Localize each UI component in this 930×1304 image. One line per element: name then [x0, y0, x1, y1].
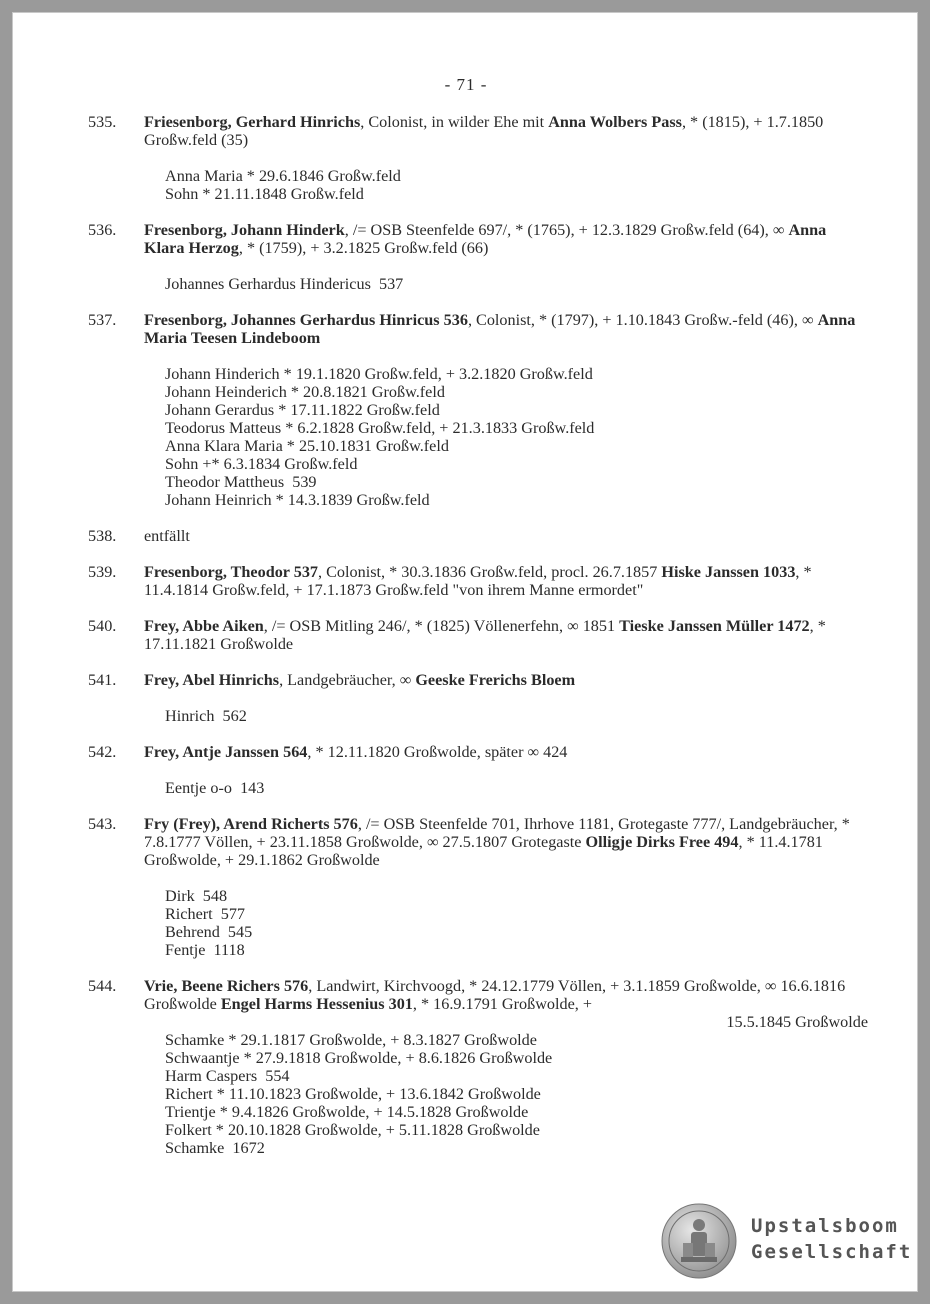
child-item: Harm Caspers 554	[165, 1067, 290, 1085]
person-name: Engel Harms Hessenius 301	[220, 995, 413, 1013]
entry-text	[144, 527, 868, 545]
child-item: Trientje * 9.4.1826 Großwolde, + 14.5.1828 Großwolde	[165, 1103, 529, 1121]
genealogy-entry	[88, 221, 868, 293]
child-item: Behrend 545	[165, 923, 253, 941]
child-item: Schamke * 29.1.1817 Großwolde, + 8.3.1827 Großwolde	[165, 1031, 537, 1049]
person-name: Fresenborg, Theodor 537	[144, 563, 319, 581]
entry-body	[144, 311, 868, 509]
person-name: Anna Klara Herzog	[144, 221, 827, 257]
child-item: Sohn +* 6.3.1834 Großw.feld	[165, 455, 358, 473]
entry-number: 542.	[88, 743, 117, 761]
child-item: Richert 577	[165, 905, 246, 923]
entry-number: 535.	[88, 113, 117, 131]
person-name: Anna Wolbers Pass	[548, 113, 682, 131]
entry-text	[144, 671, 868, 689]
person-name: Frey, Abbe Aiken	[144, 617, 264, 635]
logo-line-2: Gesellschaft	[751, 1241, 913, 1263]
child-item: Johann Gerardus * 17.11.1822 Großw.feld	[165, 401, 440, 419]
genealogy-entry	[88, 671, 868, 725]
child-item: Folkert * 20.10.1828 Großwolde, + 5.11.1828 Großwolde	[165, 1121, 540, 1139]
entry-body	[144, 617, 868, 653]
person-name: Frey, Antje Janssen 564	[144, 743, 308, 761]
children-list	[165, 275, 868, 293]
logo-line-1: Upstalsboom	[751, 1215, 899, 1237]
entry-text	[144, 221, 868, 257]
entry-text	[144, 977, 868, 1013]
entry-detail: , Colonist, * (1797), + 1.10.1843 Großw.-feld (46), ∞	[467, 311, 818, 329]
children-list	[165, 707, 868, 725]
entry-number: 544.	[88, 977, 117, 995]
society-logo	[661, 1203, 921, 1283]
entry-number: 538.	[88, 527, 117, 545]
entry-detail: , * 16.9.1791 Großwolde, +	[412, 995, 592, 1013]
entry-body	[144, 743, 868, 797]
children-list	[165, 1031, 868, 1157]
person-name: Fresenborg, Johann Hinderk	[144, 221, 345, 239]
person-name: Tieske Janssen Müller 1472	[619, 617, 810, 635]
entry-detail: , * 11.4.1781 Großwolde, + 29.1.1862 Großwolde	[144, 833, 823, 869]
genealogy-entry	[88, 617, 868, 653]
entry-detail: , /= OSB Steenfelde 697/, * (1765), + 12.3.1829 Großw.feld (64), ∞	[344, 221, 789, 239]
child-item: Dirk 548	[165, 887, 228, 905]
entry-number: 540.	[88, 617, 117, 635]
child-item: Fentje 1118	[165, 941, 245, 959]
child-item: Theodor Mattheus 539	[165, 473, 317, 491]
entry-number: 541.	[88, 671, 117, 689]
entry-text	[144, 617, 868, 653]
entry-number: 536.	[88, 221, 117, 239]
genealogy-entry	[88, 977, 868, 1157]
page-number: - 71 -	[444, 75, 488, 94]
genealogy-entry	[88, 527, 868, 545]
entry-detail: entfällt	[144, 527, 190, 545]
person-name: Geeske Frerichs Bloem	[415, 671, 576, 689]
entry-number: 537.	[88, 311, 117, 329]
entry-detail: , * 12.11.1820 Großwolde, später ∞ 424	[307, 743, 568, 761]
entries-list	[88, 113, 868, 1175]
entry-number: 543.	[88, 815, 117, 833]
genealogy-entry	[88, 311, 868, 509]
genealogy-entry	[88, 563, 868, 599]
entry-body	[144, 671, 868, 725]
child-item: Anna Klara Maria * 25.10.1831 Großw.feld	[165, 437, 449, 455]
child-item: Hinrich 562	[165, 707, 247, 725]
child-item: Johann Hinderich * 19.1.1820 Großw.feld, + 3.2.1820 Großw.feld	[165, 365, 593, 383]
logo-wordmark	[751, 1213, 912, 1265]
entry-number: 539.	[88, 563, 117, 581]
entry-text	[144, 113, 868, 149]
seal-icon	[661, 1203, 737, 1279]
entry-body	[144, 113, 868, 203]
genealogy-entry	[88, 815, 868, 959]
entry-detail: , * (1815), + 1.7.1850 Großw.feld (35)	[144, 113, 824, 149]
person-name: Fresenborg, Johannes Gerhardus Hinricus 536	[144, 311, 468, 329]
children-list	[165, 167, 868, 203]
entry-detail: , * 17.11.1821 Großwolde	[144, 617, 826, 653]
child-item: Johann Heinderich * 20.8.1821 Großw.feld	[165, 383, 445, 401]
entry-text	[144, 815, 868, 869]
child-item: Johann Heinrich * 14.3.1839 Großw.feld	[165, 491, 430, 509]
entry-body	[144, 815, 868, 959]
child-item: Richert * 11.10.1823 Großwolde, + 13.6.1842 Großwolde	[165, 1085, 541, 1103]
entry-detail: , * (1759), + 3.2.1825 Großw.feld (66)	[238, 239, 489, 257]
child-item: Schwaantje * 27.9.1818 Großwolde, + 8.6.1826 Großwolde	[165, 1049, 553, 1067]
genealogy-entry	[88, 743, 868, 797]
child-item: Sohn * 21.11.1848 Großw.feld	[165, 185, 364, 203]
entry-text-continuation: 15.5.1845 Großwolde	[726, 1013, 868, 1031]
person-name: Friesenborg, Gerhard Hinrichs	[144, 113, 361, 131]
child-item: Teodorus Matteus * 6.2.1828 Großw.feld, + 21.3.1833 Großw.feld	[165, 419, 595, 437]
person-name: Vrie, Beene Richers 576	[144, 977, 309, 995]
person-name: Hiske Janssen 1033	[661, 563, 796, 581]
person-name: Fry (Frey), Arend Richerts 576	[144, 815, 358, 833]
entry-body	[144, 977, 868, 1157]
entry-detail: , /= OSB Mitling 246/, * (1825) Völlenerfehn, ∞ 1851	[263, 617, 620, 635]
entry-detail: , Colonist, * 30.3.1836 Großw.feld, procl. 26.7.1857	[318, 563, 662, 581]
entry-text	[144, 311, 868, 347]
children-list	[165, 887, 868, 959]
child-item: Johannes Gerhardus Hindericus 537	[165, 275, 404, 293]
person-name: Anna Maria Teesen Lindeboom	[144, 311, 856, 347]
entry-text	[144, 563, 868, 599]
entry-detail: , Landwirt, Kirchvoogd, * 24.12.1779 Völlen, + 3.1.1859 Großwolde, ∞ 16.6.1816 Großwolde	[144, 977, 846, 1013]
children-list	[165, 365, 868, 509]
entry-detail: , Colonist, in wilder Ehe mit	[360, 113, 549, 131]
entry-detail: , Landgebräucher, ∞	[279, 671, 416, 689]
genealogy-entry	[88, 113, 868, 203]
person-name: Frey, Abel Hinrichs	[144, 671, 280, 689]
person-name: Olligje Dirks Free 494	[585, 833, 739, 851]
entry-detail: , * 11.4.1814 Großw.feld, + 17.1.1873 Großw.feld "von ihrem Manne ermordet"	[144, 563, 812, 599]
child-item: Schamke 1672	[165, 1139, 265, 1157]
child-item: Eentje o-o 143	[165, 779, 265, 797]
child-item: Anna Maria * 29.6.1846 Großw.feld	[165, 167, 401, 185]
entry-detail: , /= OSB Steenfelde 701, Ihrhove 1181, Grotegaste 777/, Landgebräucher, * 7.8.1777 Völlen, + 23.11.1858 Großwolde, ∞ 27.5.1807 Grotegaste	[144, 815, 850, 851]
entry-body	[144, 563, 868, 599]
entry-body	[144, 221, 868, 293]
document-page	[12, 12, 918, 1292]
entry-body	[144, 527, 868, 545]
entry-text	[144, 743, 868, 761]
children-list	[165, 779, 868, 797]
